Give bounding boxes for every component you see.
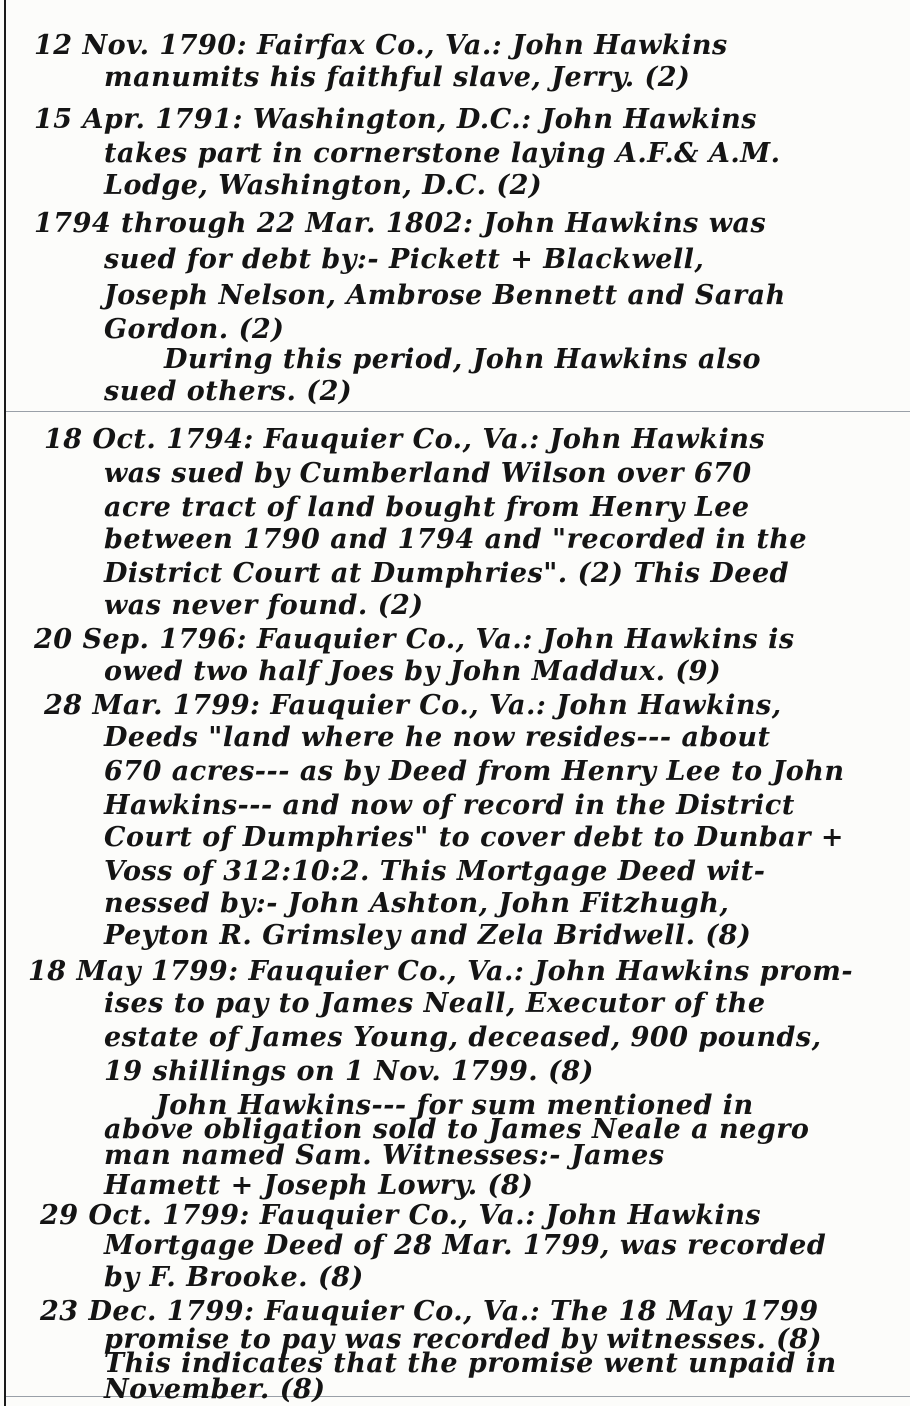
entry-line: Hawkins--- and now of record in the District [104, 790, 795, 821]
entry-line: 15 Apr. 1791: Washington, D.C.: John Hawkins [34, 104, 757, 135]
entry-line: Peyton R. Grimsley and Zela Bridwell. (8) [104, 920, 752, 951]
entry-line: nessed by:- John Ashton, John Fitzhugh, [104, 888, 730, 919]
entry-line: between 1790 and 1794 and "recorded in the [104, 524, 808, 555]
entry-line: Hamett + Joseph Lowry. (8) [104, 1170, 534, 1201]
entry-line: owed two half Joes by John Maddux. (9) [104, 656, 722, 687]
entry-line: estate of James Young, deceased, 900 pounds, [104, 1022, 822, 1053]
entry-line: This indicates that the promise went unpaid in [104, 1348, 837, 1379]
entry-line: 1794 through 22 Mar. 1802: John Hawkins was [34, 208, 767, 239]
entry-line: John Hawkins--- for sum mentioned in [156, 1090, 754, 1121]
entry-line: 18 Oct. 1794: Fauquier Co., Va.: John Hawkins [44, 424, 766, 455]
entry-line: 23 Dec. 1799: Fauquier Co., Va.: The 18 May 1799 [40, 1296, 819, 1327]
entry-line: sued others. (2) [104, 376, 353, 407]
entry-line: by F. Brooke. (8) [104, 1262, 364, 1293]
page-left-edge [4, 0, 6, 1406]
entry-line: promise to pay was recorded by witnesses. (8) [104, 1324, 822, 1355]
entry-line: Joseph Nelson, Ambrose Bennett and Sarah [104, 280, 786, 311]
entry-line: Gordon. (2) [104, 314, 285, 345]
entry-line: 19 shillings on 1 Nov. 1799. (8) [104, 1056, 594, 1087]
entry-line: During this period, John Hawkins also [164, 344, 761, 375]
entry-line: District Court at Dumphries". (2) This Deed [104, 558, 790, 589]
entry-line: takes part in cornerstone laying A.F.& A.M. [104, 138, 781, 169]
entry-line: was sued by Cumberland Wilson over 670 [104, 458, 752, 489]
entry-line: man named Sam. Witnesses:- James [104, 1140, 665, 1171]
entry-line: Deeds "land where he now resides--- about [104, 722, 771, 753]
entry-line: 18 May 1799: Fauquier Co., Va.: John Hawkins prom- [28, 956, 854, 987]
entry-line: 29 Oct. 1799: Fauquier Co., Va.: John Hawkins [40, 1200, 762, 1231]
entry-line: ises to pay to James Neall, Executor of the [104, 988, 766, 1019]
entry-line: manumits his faithful slave, Jerry. (2) [104, 62, 691, 93]
entry-line: Lodge, Washington, D.C. (2) [104, 170, 543, 201]
entry-line: 28 Mar. 1799: Fauquier Co., Va.: John Hawkins, [44, 690, 782, 721]
entry-line: sued for debt by:- Pickett + Blackwell, [104, 244, 705, 275]
entry-line: above obligation sold to James Neale a negro [104, 1114, 810, 1145]
entry-line: 12 Nov. 1790: Fairfax Co., Va.: John Hawkins [34, 30, 728, 61]
entry-line: 670 acres--- as by Deed from Henry Lee to John [104, 756, 845, 787]
entry-line: 20 Sep. 1796: Fauquier Co., Va.: John Hawkins is [34, 624, 795, 655]
entry-line: Voss of 312:10:2. This Mortgage Deed wit- [104, 856, 766, 887]
entry-line: November. (8) [104, 1374, 326, 1405]
entry-line: acre tract of land bought from Henry Lee [104, 492, 750, 523]
entry-line: Court of Dumphries" to cover debt to Dunbar + [104, 822, 845, 853]
entry-line: was never found. (2) [104, 590, 424, 621]
page-fold-line [6, 411, 910, 412]
entry-line: Mortgage Deed of 28 Mar. 1799, was recorded [104, 1230, 827, 1261]
